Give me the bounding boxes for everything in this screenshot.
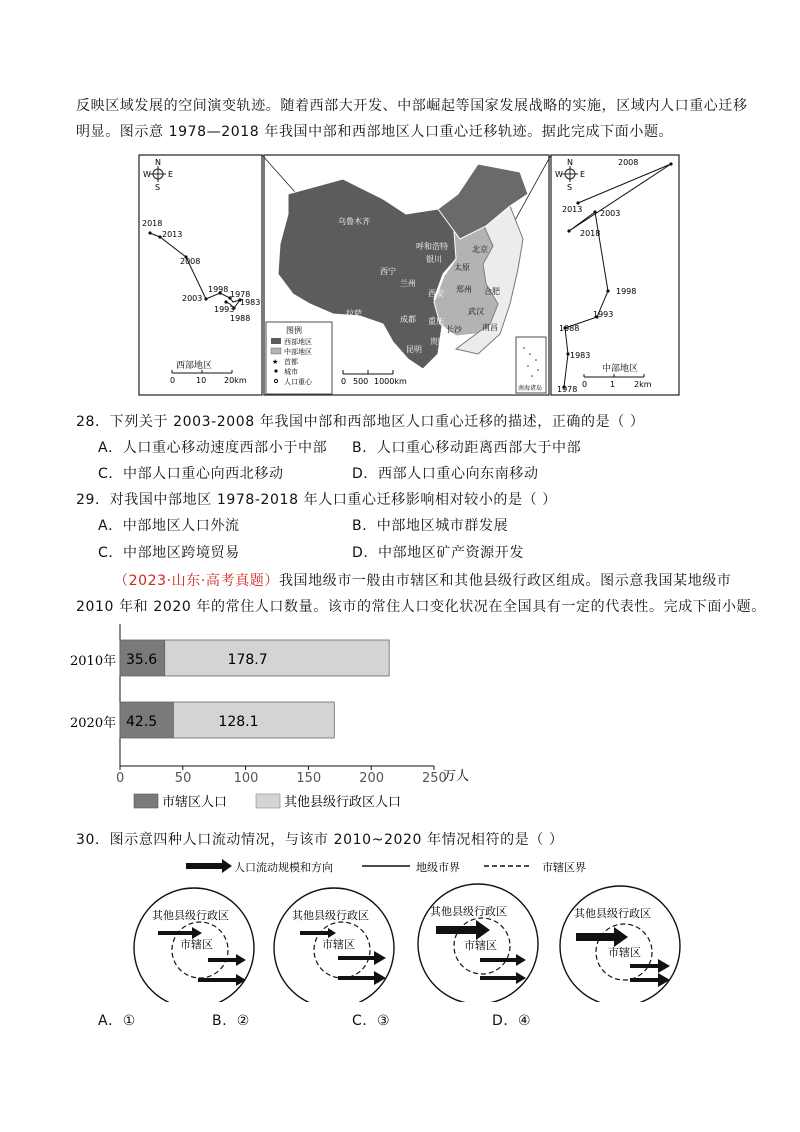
city-chongqing: 重庆 (428, 317, 444, 326)
west-scale-0: 0 (170, 376, 176, 385)
west-year-2018: 2018 (142, 219, 163, 228)
central-compass-n: N (567, 158, 573, 167)
city-yinchuan: 银川 (426, 255, 442, 264)
west-compass-w: W (143, 170, 151, 179)
west-compass-e: E (168, 170, 174, 179)
d4-arrow-in (576, 927, 628, 947)
d1-outer-label: 其他县级行政区 (152, 909, 229, 922)
west-caption: 西部地区 (176, 361, 213, 371)
intro-line-2: 明显。图示意 1978—2018 年我国中部和西部地区人口重心迁移轨迹。据此完成下面小题。 (76, 124, 674, 140)
q29-option-b[interactable]: B．中部地区城市群发展 (352, 518, 509, 534)
flow-diagram-1 (134, 888, 254, 1002)
south-sea-label: 南海诸岛 (518, 385, 543, 392)
west-year-2013: 2013 (162, 230, 183, 239)
d2-outer-label: 其他县级行政区 (292, 909, 369, 922)
d3-arrow-in (436, 920, 490, 940)
q29-option-c[interactable]: C．中部地区跨境贸易 (98, 545, 240, 561)
x-tick-label-150: 150 (296, 771, 322, 786)
legend-flow: 人口流动规模和方向 (234, 861, 333, 874)
d1-arrow-out-2 (198, 974, 246, 986)
central-compass-e: E (580, 170, 586, 179)
category-label-2020: 2020年 (70, 716, 117, 731)
city-zhengzhou: 郑州 (456, 285, 472, 294)
passage2-source: （2023·山东·高考真题） (114, 573, 279, 589)
q28-option-d[interactable]: D．西部人口重心向东南移动 (352, 466, 539, 482)
d1-arrow-out-1 (208, 954, 246, 966)
central-year-1983: 1983 (570, 351, 591, 360)
bar-label-2020-series-0: 42.5 (126, 714, 158, 730)
central-year-2008: 2008 (618, 158, 639, 167)
d1-inner-label: 市辖区 (180, 938, 213, 951)
bar-label-2010-series-1: 178.7 (227, 652, 268, 668)
west-scale-10: 10 (196, 376, 207, 385)
central-scale-2km: 2km (634, 380, 652, 389)
legend-city-icon (274, 369, 277, 372)
d4-outer-label: 其他县级行政区 (574, 907, 651, 920)
city-nanning: 南宁 (440, 355, 456, 364)
legend-title: 图例 (286, 326, 302, 335)
central-year-1993: 1993 (593, 310, 614, 319)
central-year-2003: 2003 (600, 209, 621, 218)
intro-line-1: 反映区域发展的空间演变轨迹。随着西部大开发、中部崛起等国家发展战略的实施，区域内人口重心迁移 (76, 98, 748, 114)
city-changsha: 长沙 (446, 325, 462, 334)
d3-outer-label: 其他县级行政区 (430, 905, 507, 918)
central-compass-s: S (567, 183, 573, 192)
flow-legend (186, 859, 586, 874)
q28-option-c[interactable]: C．中部人口重心向西北移动 (98, 466, 284, 482)
d2-arrow-out-1 (338, 951, 386, 965)
city-beijing: 北京 (472, 245, 488, 254)
legend-center: 人口重心 (284, 378, 312, 386)
flow-diagram-2 (274, 888, 394, 1002)
legend-label-urban: 市辖区人口 (162, 795, 228, 810)
city-xining: 西宁 (380, 267, 396, 276)
d3-arrow-out-2 (480, 972, 526, 984)
x-tick-label-100: 100 (233, 771, 259, 786)
central-year-2018: 2018 (580, 229, 601, 238)
west-year-2003: 2003 (182, 294, 203, 303)
q30-stem: 30．图示意四种人口流动情况，与该市 2010~2020 年情况相符的是（ ） (76, 832, 564, 848)
legend-capital: 首都 (284, 358, 298, 366)
d4-arrow-out-2 (630, 973, 670, 987)
city-hohhot: 呼和浩特 (416, 242, 448, 251)
flow-diagram-3 (418, 884, 538, 1002)
legend-west: 西部地区 (284, 338, 312, 346)
central-year-1978: 1978 (557, 385, 578, 394)
chart-unit: 万人 (443, 769, 470, 784)
legend-swatch-urban (134, 794, 158, 808)
legend-district-boundary: 市辖区界 (542, 861, 586, 874)
city-kunming: 昆明 (406, 345, 422, 354)
x-tick-label-50: 50 (174, 771, 192, 786)
d4-inner-label: 市辖区 (608, 946, 641, 959)
q29-option-d[interactable]: D．中部地区矿产资源开发 (352, 545, 524, 561)
q29-option-a[interactable]: A．中部地区人口外流 (98, 518, 240, 534)
q29-stem: 29．对我国中部地区 1978-2018 年人口重心迁移影响相对较小的是（ ） (76, 492, 557, 508)
west-year-1993: 1993 (214, 305, 235, 314)
china-scale-0: 0 (341, 377, 347, 386)
west-compass-s: S (155, 183, 161, 192)
population-center-map-figure (138, 154, 680, 396)
china-scale-1000: 1000km (374, 377, 407, 386)
city-lhasa: 拉萨 (346, 309, 362, 318)
city-hefei: 合肥 (484, 287, 500, 296)
q30-option-c[interactable]: C．③ (352, 1013, 391, 1029)
west-scale-20km: 20km (224, 376, 247, 385)
legend-city: 城市 (284, 368, 298, 376)
city-guiyang: 贵阳 (430, 337, 446, 346)
bar-2010-series-1 (165, 640, 389, 676)
category-label-2010: 2010年 (70, 654, 117, 669)
passage2-line-2: 2010 年和 2020 年的常住人口数量。该市的常住人口变化状况在全国具有一定的代表性。完成下面小题。 (76, 599, 766, 615)
china-scale-500: 500 (353, 377, 369, 386)
west-year-1988: 1988 (230, 314, 251, 323)
central-compass-w: W (555, 170, 563, 179)
d2-arrow-out-2 (338, 971, 386, 985)
q30-option-d[interactable]: D．④ (492, 1013, 532, 1029)
x-tick-label-0: 0 (116, 771, 125, 786)
bar-label-2020-series-1: 128.1 (218, 714, 259, 730)
west-year-1998: 1998 (208, 285, 229, 294)
central-caption: 中部地区 (602, 364, 639, 374)
city-nanchang: 南昌 (482, 323, 498, 332)
q28-option-b[interactable]: B．人口重心移动距离西部大于中部 (352, 440, 582, 456)
legend-label-county: 其他县级行政区人口 (284, 795, 402, 810)
population-flow-diagrams (130, 852, 690, 1002)
x-tick-label-250: 250 (422, 771, 447, 786)
legend-central: 中部地区 (284, 348, 312, 356)
city-xian: 西安 (428, 289, 444, 298)
q30-option-a[interactable]: A．① (98, 1013, 136, 1029)
central-year-1988: 1988 (559, 324, 580, 333)
city-lanzhou: 兰州 (400, 279, 416, 288)
central-scale-0: 0 (582, 380, 588, 389)
bar-label-2010-series-0: 35.6 (126, 652, 158, 668)
city-wuhan: 武汉 (468, 307, 484, 316)
central-year-1998: 1998 (616, 287, 637, 296)
map-legend (266, 322, 332, 394)
legend-swatch-county (256, 794, 280, 808)
flow-diagram-4 (560, 886, 680, 1002)
legend-thick-arrow-icon (186, 859, 232, 873)
legend-capital-icon: ★ (272, 358, 279, 366)
west-year-1983: 1983 (240, 298, 261, 307)
city-chengdu: 成都 (400, 315, 416, 324)
city-taiyuan: 太原 (454, 263, 470, 272)
passage2-text-1: 我国地级市一般由市辖区和其他县级行政区组成。图示意我国某地级市 (278, 573, 732, 589)
city-urumqi: 乌鲁木齐 (338, 217, 370, 226)
west-year-1978: 1978 (230, 290, 251, 299)
q28-option-a[interactable]: A．人口重心移动速度西部小于中部 (98, 440, 328, 456)
population-bar-chart (66, 620, 486, 820)
q28-stem: 28．下列关于 2003-2008 年我国中部和西部地区人口重心迁移的描述，正确的是（ ） (76, 414, 645, 430)
q30-option-b[interactable]: B．② (212, 1013, 250, 1029)
d2-inner-label: 市辖区 (322, 938, 355, 951)
west-compass-n: N (155, 158, 161, 167)
central-year-2013: 2013 (562, 205, 583, 214)
d2-arrow-in (300, 928, 336, 938)
x-tick-label-200: 200 (359, 771, 385, 786)
west-year-2008: 2008 (180, 257, 201, 266)
d3-inner-label: 市辖区 (464, 939, 497, 952)
legend-city-boundary: 地级市界 (416, 861, 460, 874)
passage2-line-1 (114, 571, 732, 591)
central-scale-1: 1 (610, 380, 616, 389)
